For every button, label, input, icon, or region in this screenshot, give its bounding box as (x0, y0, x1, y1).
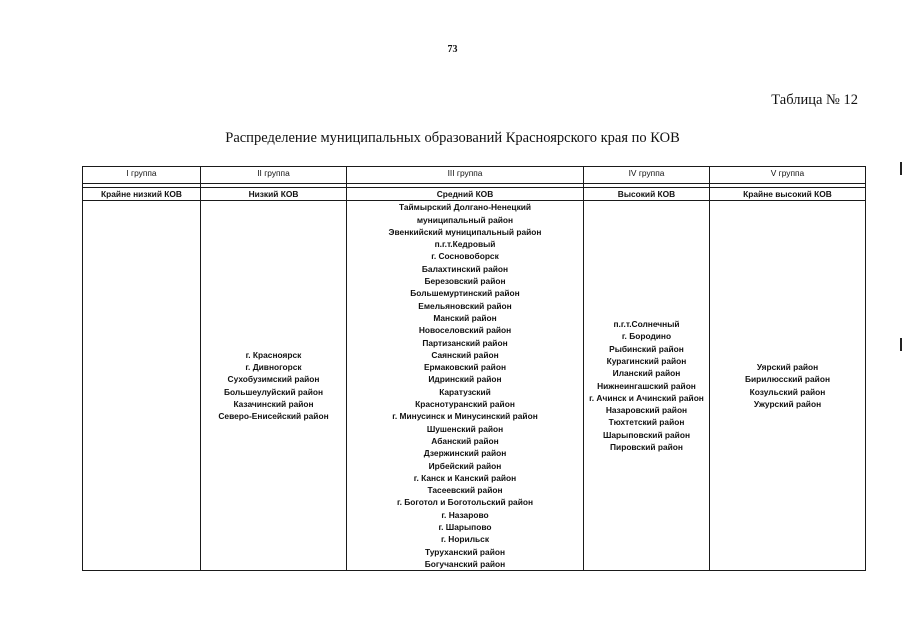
municipality-item: Туруханский район (424, 546, 506, 557)
municipality-item: г. Дивногорск (245, 362, 302, 373)
municipality-item: Краснотуранский район (415, 399, 515, 410)
municipality-item: Новоселовский район (418, 325, 512, 336)
municipality-item: Шушенский район (426, 423, 504, 434)
group-header-row (83, 167, 866, 184)
municipality-item: Ужурский район (753, 399, 822, 410)
group-2-cell (201, 201, 347, 571)
kov-distribution-table (82, 166, 866, 571)
municipality-item: г. Назарово (441, 509, 489, 520)
kov-header-row (83, 188, 866, 201)
municipality-item: Богучанский район (424, 558, 506, 569)
municipality-item: Иланский район (612, 368, 681, 379)
municipality-item: Тасеевский район (427, 485, 503, 496)
municipality-item: Шарыповский район (602, 429, 691, 440)
municipality-item: муниципальный район (416, 214, 514, 225)
kov-header: Крайне высокий КОВ (710, 188, 866, 201)
kov-header: Высокий КОВ (584, 188, 710, 201)
municipality-item: Большемуртинский район (410, 288, 520, 299)
municipality-item: г. Шарыпово (438, 522, 492, 533)
municipality-item: Балахтинский район (421, 263, 509, 274)
municipality-item: г. Минусинск и Минусинский район (392, 411, 538, 422)
municipality-item: Сухобузимский район (227, 374, 320, 385)
municipality-item: г. Сосновоборск (431, 251, 499, 262)
municipality-item: Березовский район (424, 276, 506, 287)
group-3-cell (347, 201, 584, 571)
municipality-item: Козульский район (749, 386, 826, 397)
group-5-cell (710, 201, 866, 571)
municipality-item: Партизанский район (422, 337, 508, 348)
group-1-cell (83, 201, 201, 571)
municipality-item: г. Ачинск и Ачинский район (589, 392, 704, 403)
municipality-item: Тюхтетский район (608, 417, 685, 428)
group-header: IV группа (584, 167, 710, 184)
municipality-item: п.г.т.Солнечный (613, 319, 680, 330)
municipality-row (83, 201, 866, 571)
municipality-item: Ермаковский район (423, 362, 507, 373)
municipality-item: Дзержинский район (423, 448, 507, 459)
municipality-item: Северо-Енисейский район (218, 411, 329, 422)
group-header: II группа (201, 167, 347, 184)
municipality-item: Нижнеингашский район (597, 380, 696, 391)
municipality-item: г. Норильск (440, 534, 490, 545)
municipality-item: г. Красноярск (245, 349, 302, 360)
municipality-item: Идринский район (428, 374, 502, 385)
table-label: Таблица № 12 (771, 92, 858, 108)
group-4-cell (584, 201, 710, 571)
page-number: 73 (447, 44, 458, 55)
municipality-item: Эвенкийский муниципальный район (388, 226, 542, 237)
municipality-item: Казачинский район (233, 399, 314, 410)
kov-header: Средний КОВ (347, 188, 584, 201)
municipality-item: Ирбейский район (428, 460, 502, 471)
group-header: III группа (347, 167, 584, 184)
municipality-item: г. Боготол и Боготольский район (396, 497, 534, 508)
municipality-item: г. Канск и Канский район (413, 472, 517, 483)
municipality-item: Саянский район (431, 349, 499, 360)
group-header: I группа (83, 167, 201, 184)
municipality-item: Рыбинский район (609, 343, 684, 354)
municipality-item: Емельяновский район (418, 300, 512, 311)
municipality-item: Бирилюсский район (744, 374, 831, 385)
kov-header: Крайне низкий КОВ (83, 188, 201, 201)
municipality-item: Абанский район (431, 435, 499, 446)
municipality-item: Таймырский Долгано-Ненецкий (398, 202, 532, 213)
municipality-item: Каратузский (439, 386, 491, 397)
margin-mark (900, 162, 902, 175)
group-header: V группа (710, 167, 866, 184)
municipality-item: Назаровский район (605, 405, 688, 416)
document-title: Распределение муниципальных образований Красноярского края по КОВ (225, 130, 680, 146)
kov-header: Низкий КОВ (201, 188, 347, 201)
margin-mark (900, 338, 902, 351)
municipality-item: п.г.т.Кедровый (434, 239, 496, 250)
municipality-item: Курагинский район (606, 356, 687, 366)
municipality-item: Большеулуйский район (223, 386, 324, 397)
municipality-item: Манский район (433, 312, 497, 323)
municipality-item: г. Бородино (621, 331, 672, 342)
municipality-item: Пировский район (610, 442, 683, 453)
municipality-item: Уярский район (756, 362, 819, 373)
